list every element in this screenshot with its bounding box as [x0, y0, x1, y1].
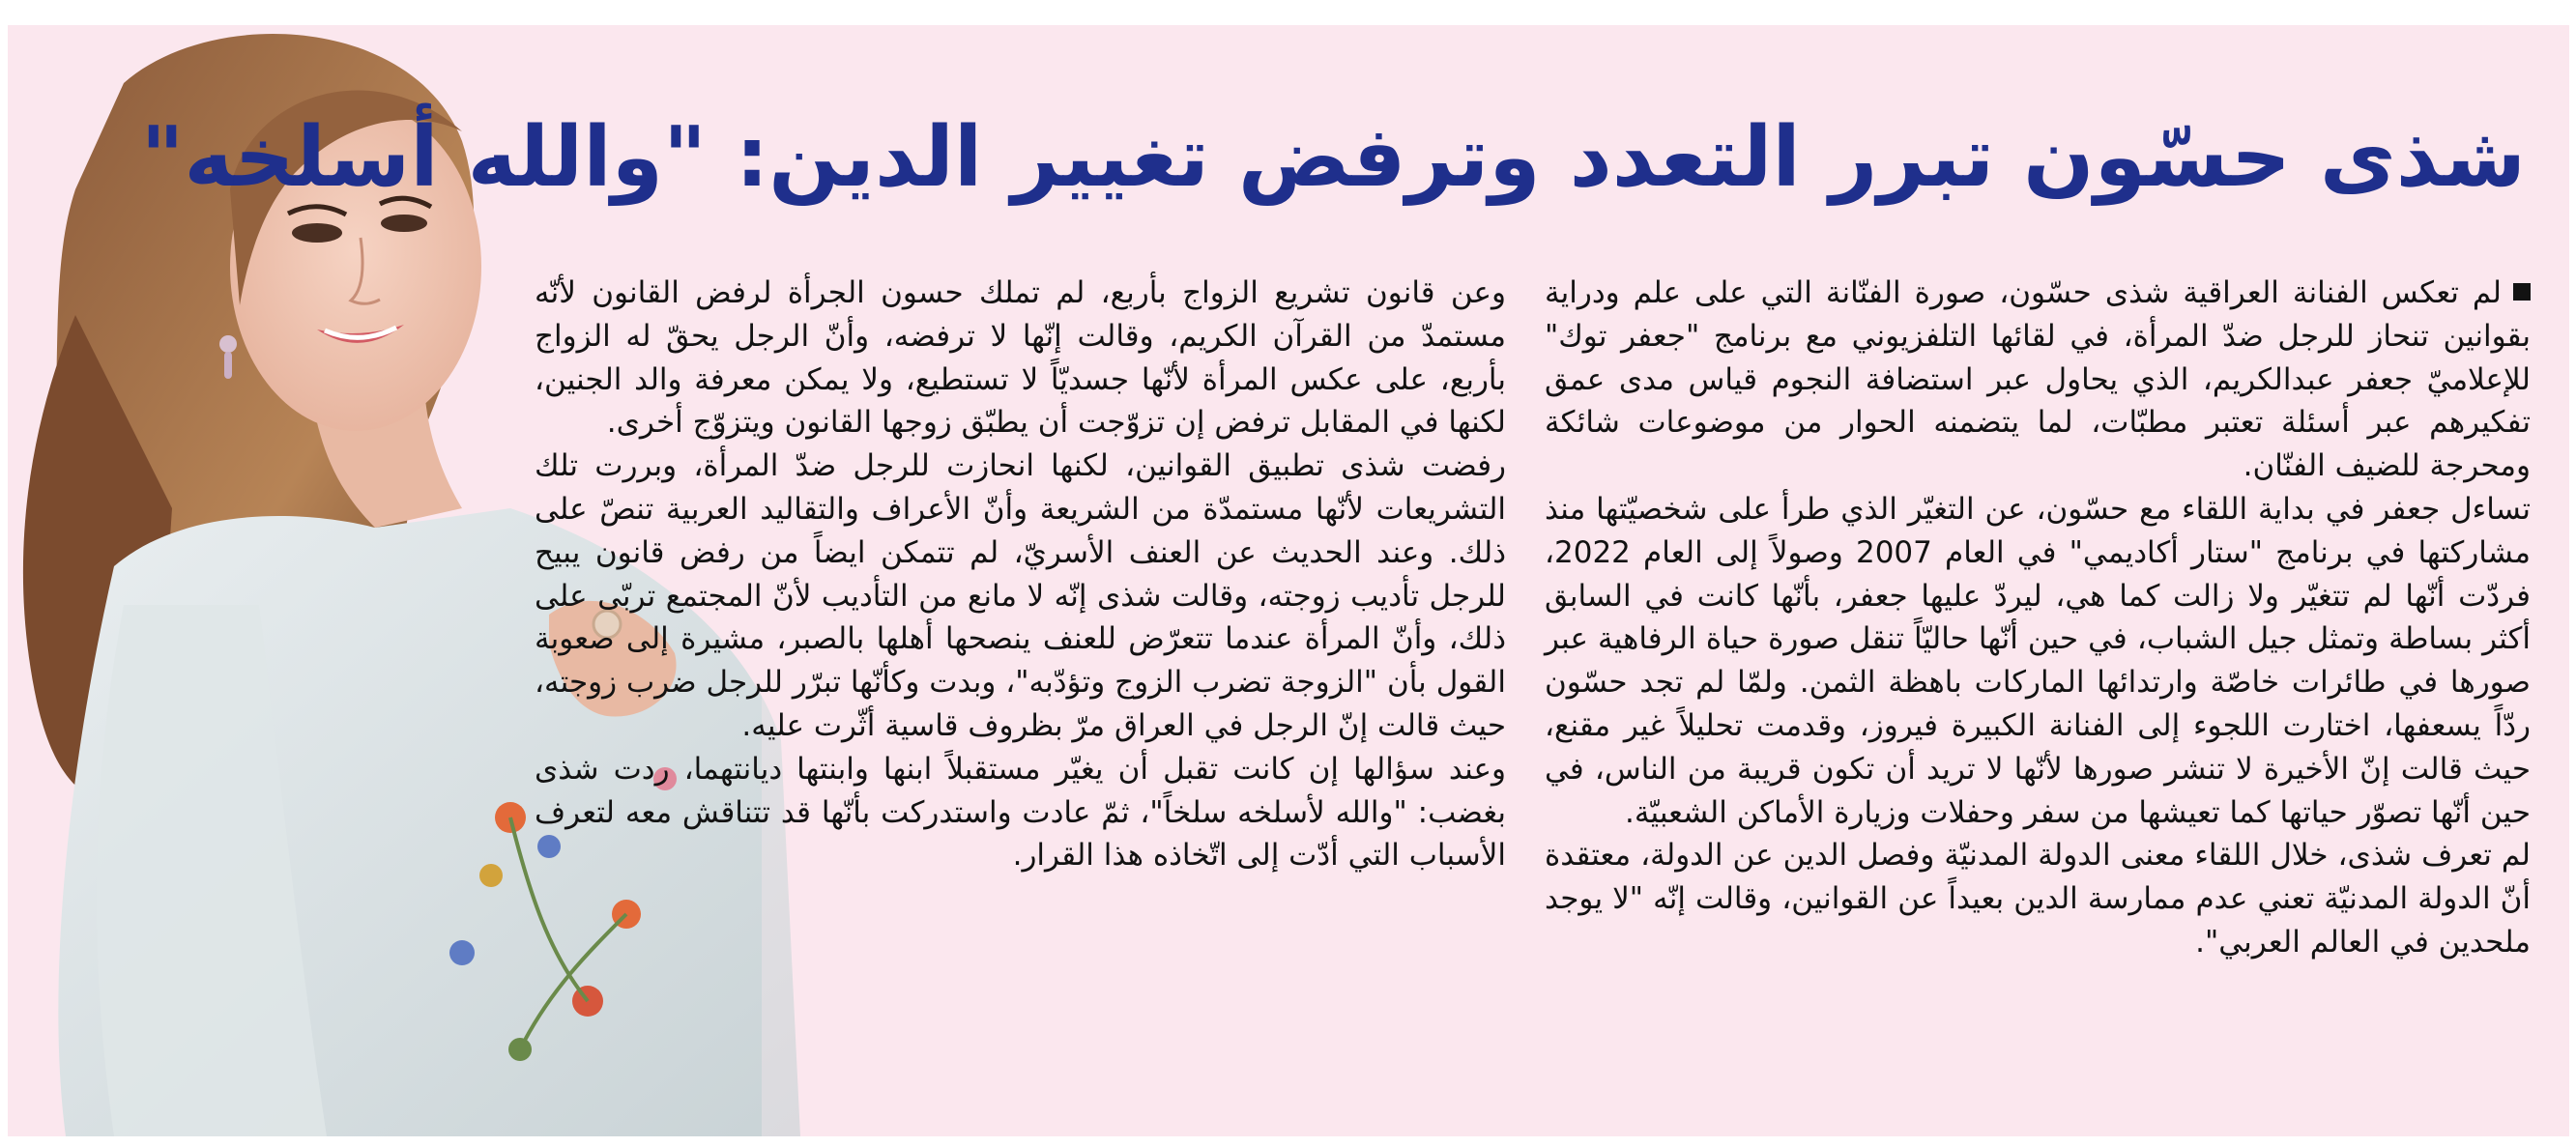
headline: شذى حسّون تبرر التعدد وترفض تغيير الدين: "والله أسلخه": [140, 109, 2526, 206]
article-column-left: [535, 272, 1506, 877]
article-column-right: [1545, 272, 2531, 964]
paragraph: لم تعرف شذى، خلال اللقاء معنى الدولة المدنيّة وفصل الدين عن الدولة، معتقدة أنّ الدولة المدنيّة تعني عدم ممارسة الدين بعيداً عن القوانين، وقالت إنّه "لا يوجد ملحدين في العالم العربي".: [1545, 838, 2531, 960]
paragraph: وعن قانون تشريع الزواج بأربع، لم تملك حسون الجرأة لرفض القانون لأنّه مستمدّ من القرآن الكريم، وقالت إنّها لا ترفضه، وأنّ الرجل يحقّ له الزواج بأربع، على عكس المرأة لأنّها جسديّاً لا تستطيع، ولا يمكن معرفة والد الجنين، لكنها في المقابل ترفض إن تزوّجت أن يطبّق زوجها القانون ويتزوّج أخرى.: [535, 275, 1506, 441]
newspaper-clipping: [8, 25, 2569, 1136]
paragraph-text: لم تعكس الفنانة العراقية شذى حسّون، صورة الفنّانة التي على علم ودراية بقوانين تنحاز للرجل ضدّ المرأة، في لقائها التلفزيوني مع برنامج "جعفر توك" للإعلاميّ جعفر عبدالكريم، الذي يحاول عبر استضافة النجوم قياس مدى عمق تفكيرهم عبر أسئلة تعتبر مطبّات، لما يتضمنه الحوار من موضوعات شائكة ومحرجة للضيف الفنّان.: [1545, 275, 2531, 484]
paragraph: تساءل جعفر في بداية اللقاء مع حسّون، عن التغيّر الذي طرأ على شخصيّتها منذ مشاركتها في برنامج "ستار أكاديمي" في العام 2007 وصولاً إلى العام 2022، فردّت أنّها لم تتغيّر ولا زالت كما هي، ليردّ عليها جعفر، بأنّها كانت في السابق أكثر بساطة وتمثل جيل الشباب، في حين أنّها حاليّاً تنقل صورة حياة الرفاهية عبر صورها في طائرات خاصّة وارتدائها الماركات باهظة الثمن. ولمّا لم تجد حسّون ردّاً يسعفها، اختارت اللجوء إلى الفنانة الكبيرة فيروز، وقدمت تحليلاً غير مقنع، حيث قالت إنّ الأخيرة لا تنشر صورها لأنّها لا تريد أن تكون قريبة من الناس، في حين أنّها تصوّر حياتها كما تعيشها من سفر وحفلات وزيارة الأماكن الشعبيّة.: [1545, 491, 2531, 830]
paragraph: [1545, 272, 2531, 488]
paragraph: رفضت شذى تطبيق القوانين، لكنها انحازت للرجل ضدّ المرأة، وبررت تلك التشريعات لأنّها مستمدّة من الشريعة وأنّ الأعراف والتقاليد العربية تنصّ على ذلك. وعند الحديث عن العنف الأسريّ، لم تتمكن ايضاً من رفض قانون يبيح للرجل تأديب زوجته، وقالت شذى إنّه لا مانع من التأديب لأنّ المجتمع تربّى على ذلك، وأنّ المرأة عندما تتعرّض للعنف ينصحها أهلها بالصبر، مشيرة إلى صعوبة القول بأن "الزوجة تضرب الزوج وتؤدّبه"، وبدت وكأنّها تبرّر للرجل ضرب زوجته، حيث قالت إنّ الرجل في العراق مرّ بظروف قاسية أثّرت عليه.: [535, 448, 1506, 743]
paragraph: وعند سؤالها إن كانت تقبل أن يغيّر مستقبلاً ابنها وابنتها ديانتهما، ردت شذى بغضب: "والله لأسلخه سلخاً"، ثمّ عادت واستدركت بأنّها قد تتناقش معه لتعرف الأسباب التي أدّت إلى اتّخاذه هذا القرار.: [535, 751, 1506, 874]
square-bullet-icon: [2513, 283, 2531, 301]
